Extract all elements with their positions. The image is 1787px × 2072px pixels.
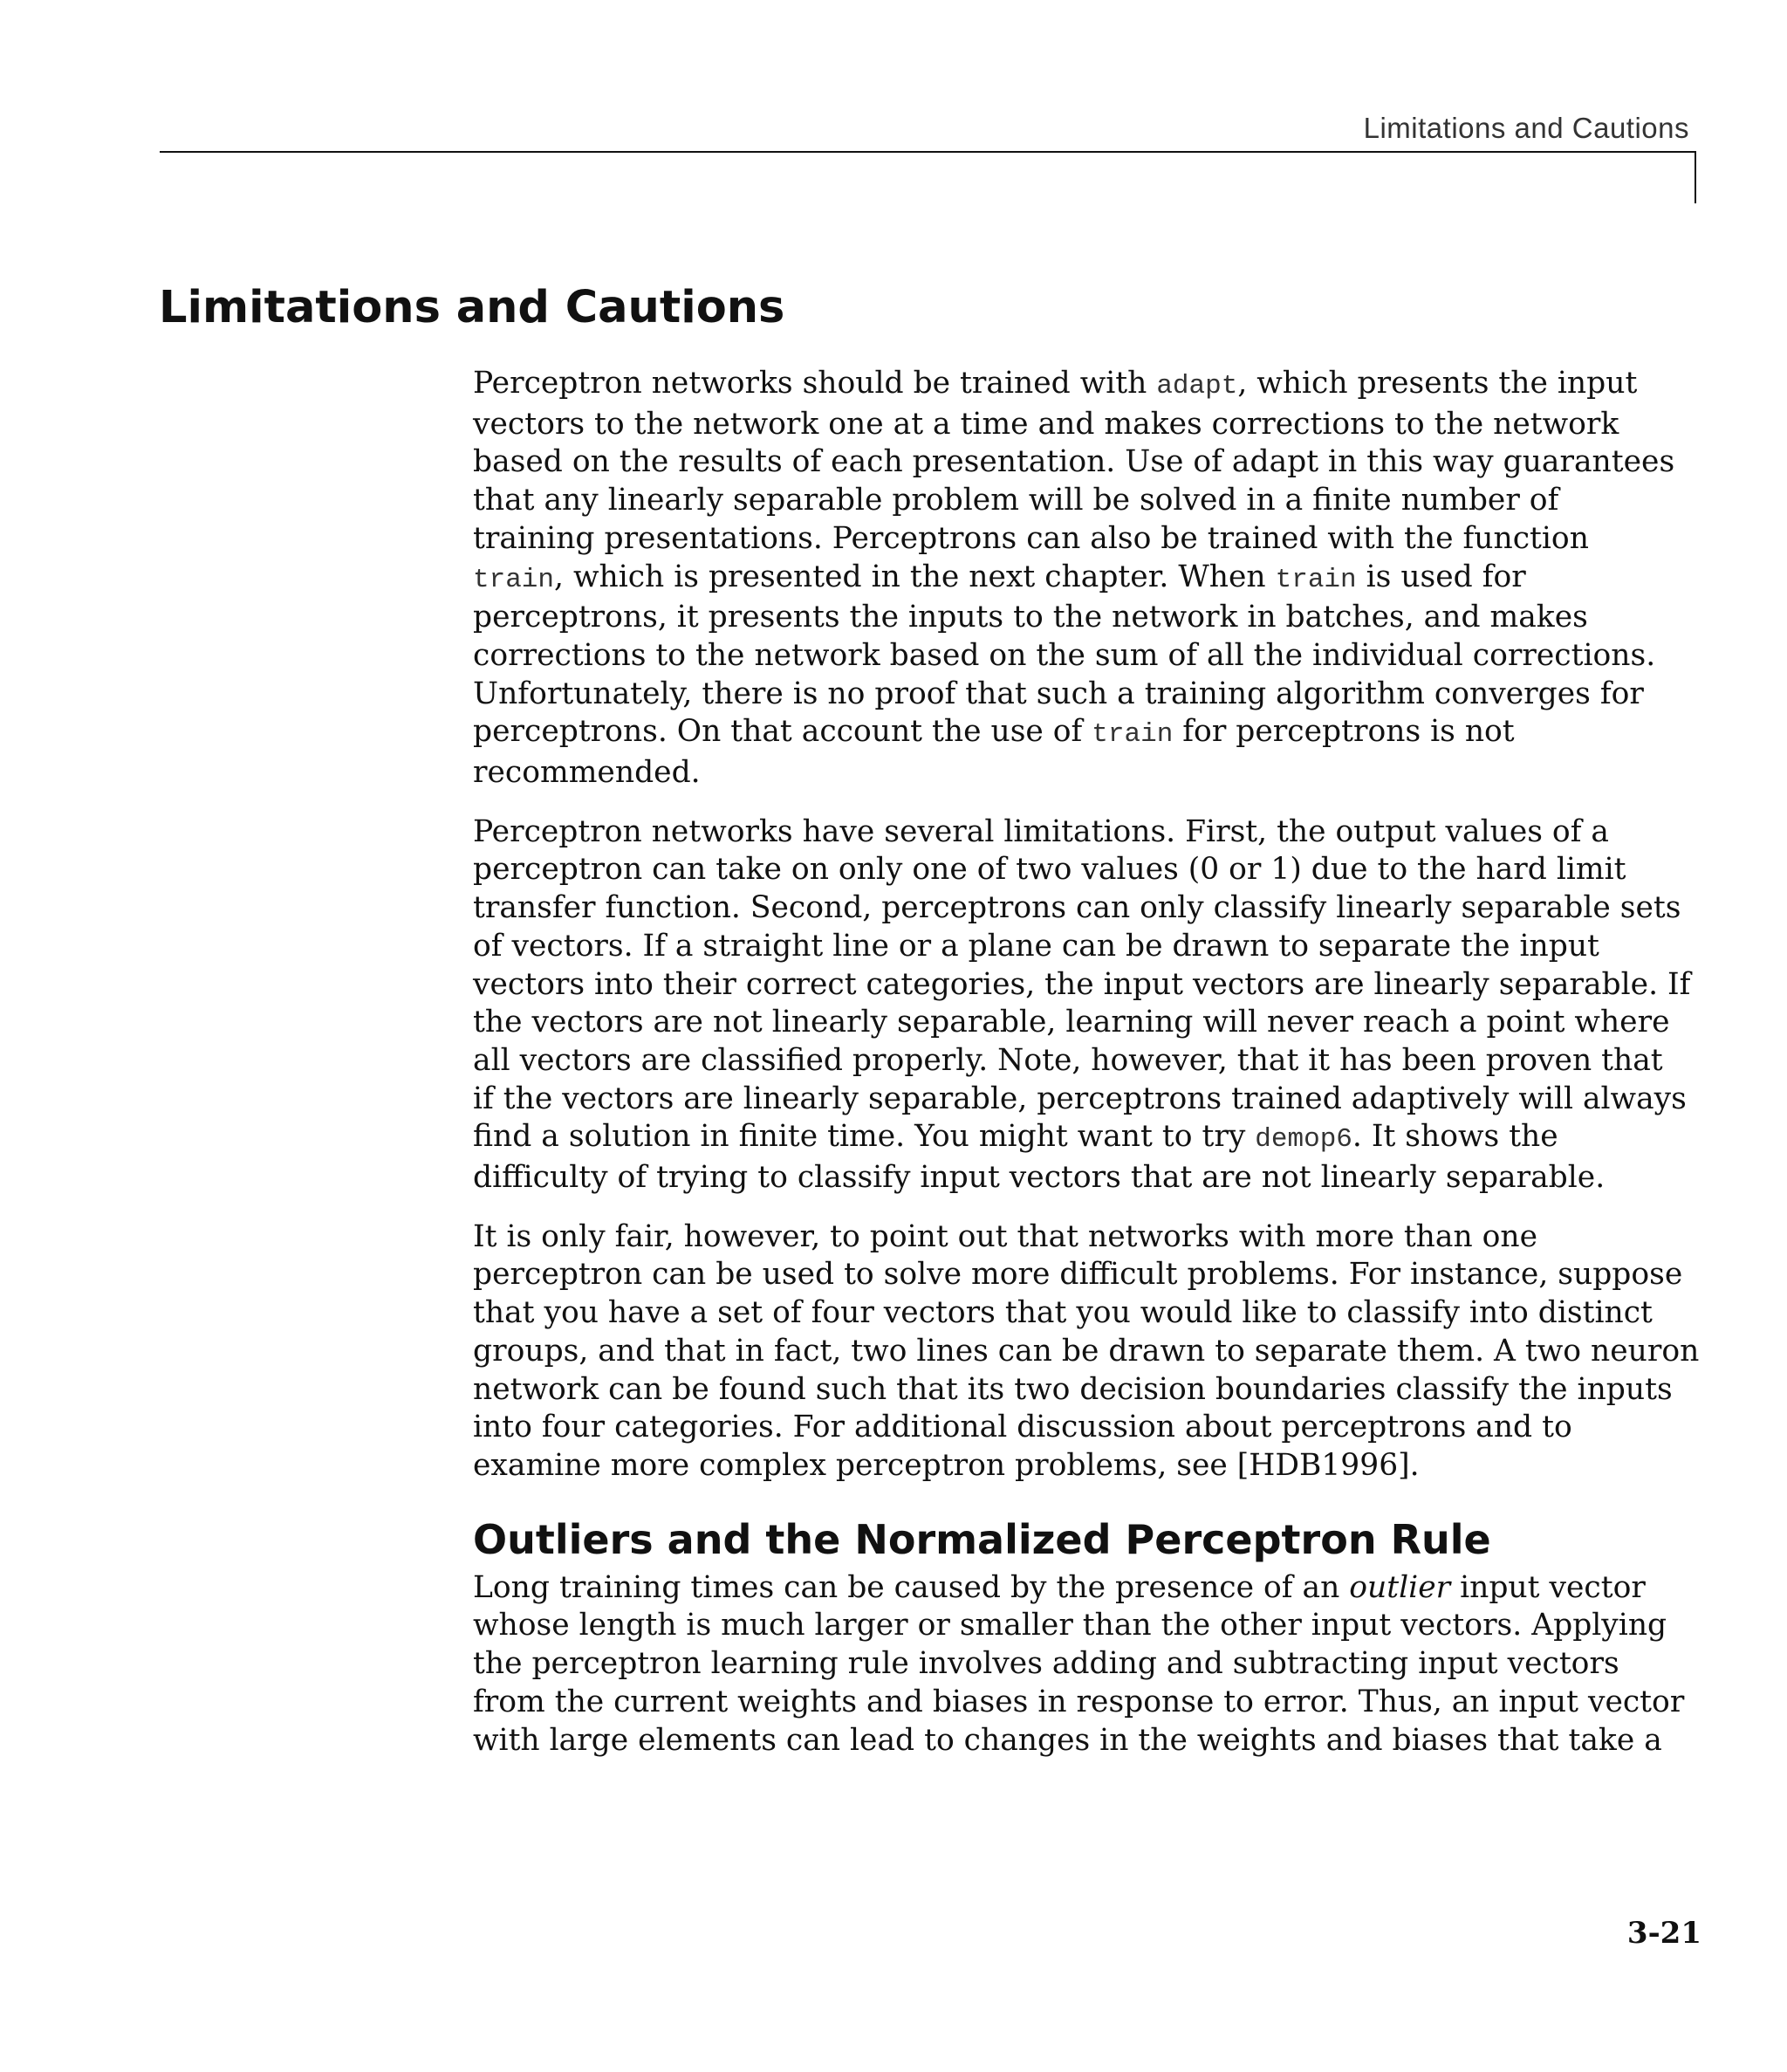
header-rule xyxy=(160,151,1696,153)
code-train: train xyxy=(1092,719,1174,751)
paragraph-outliers xyxy=(473,1569,1699,1760)
text-line: difficulty of trying to classify input vectors that are not linearly separable. xyxy=(473,1160,1606,1196)
text-line: Perceptron networks have several limitations. First, the output values of a xyxy=(473,813,1610,849)
text-line: whose length is much larger or smaller than the other input vectors. Applying xyxy=(473,1608,1667,1643)
paragraph-limitations xyxy=(473,813,1699,1197)
text-line: examine more complex perceptron problems, see [HDB1996]. xyxy=(473,1447,1420,1483)
text-run: for perceptrons is not xyxy=(1173,714,1515,750)
text-line: vectors to the network one at a time and makes corrections to the network xyxy=(473,406,1619,442)
text-line: into four categories. For additional discussion about perceptrons and to xyxy=(473,1410,1572,1445)
text-run: , which presents the input xyxy=(1237,366,1638,401)
text-line: perceptrons, it presents the inputs to the network in batches, and makes xyxy=(473,600,1588,635)
text-line xyxy=(473,1118,1699,1159)
text-line: the perceptron learning rule involves adding and subtracting input vectors xyxy=(473,1646,1619,1682)
text-line: that any linearly separable problem will be solved in a finite number of xyxy=(473,483,1559,518)
code-train: train xyxy=(473,564,555,595)
header-rule-tick xyxy=(1695,151,1696,203)
text-run: Perceptron networks should be trained with xyxy=(473,366,1157,401)
text-line: of vectors. If a straight line or a plane can be drawn to separate the input xyxy=(473,928,1599,964)
text-line: the vectors are not linearly separable, learning will never reach a point where xyxy=(473,1005,1670,1040)
text-line xyxy=(473,1569,1699,1608)
text-line: groups, and that in fact, two lines can be drawn to separate them. A two neuron xyxy=(473,1333,1700,1369)
running-header: Limitations and Cautions xyxy=(1363,112,1689,144)
text-line: if the vectors are linearly separable, perceptrons trained adaptively will always xyxy=(473,1081,1687,1116)
text-run: perceptrons. On that account the use of xyxy=(473,714,1092,750)
text-line: all vectors are classified properly. Note, however, that it has been proven that xyxy=(473,1042,1663,1078)
text-line xyxy=(473,365,1699,406)
text-line: vectors into their correct categories, the input vectors are linearly separable. If xyxy=(473,966,1691,1002)
paragraph-adapt-training xyxy=(473,365,1699,792)
emphasis-outlier: outlier xyxy=(1349,1569,1451,1605)
text-line: with large elements can lead to changes in the weights and biases that take a xyxy=(473,1722,1662,1758)
code-demop6: demop6 xyxy=(1255,1124,1352,1156)
text-line: Unfortunately, there is no proof that such a training algorithm converges for xyxy=(473,676,1644,711)
section-title: Limitations and Cautions xyxy=(159,282,785,333)
text-line: corrections to the network based on the sum of all the individual corrections. xyxy=(473,637,1656,673)
text-run: input vector xyxy=(1450,1569,1646,1605)
text-run: is used for xyxy=(1356,559,1526,594)
text-line: based on the results of each presentation. Use of adapt in this way guarantees xyxy=(473,444,1675,480)
text-line: perceptron can take on only one of two values (0 or 1) due to the hard limit xyxy=(473,852,1626,888)
text-line: perceptron can be used to solve more difficult problems. For instance, suppose xyxy=(473,1257,1683,1293)
text-line: transfer function. Second, perceptrons can only classify linearly separable sets xyxy=(473,890,1681,926)
text-line: network can be found such that its two decision boundaries classify the inputs xyxy=(473,1371,1673,1407)
text-run: , which is presented in the next chapter. When xyxy=(554,559,1276,594)
text-line: that you have a set of four vectors that you would like to classify into distinct xyxy=(473,1295,1653,1331)
code-adapt: adapt xyxy=(1156,371,1238,401)
text-run: . It shows the xyxy=(1352,1119,1558,1155)
text-run: Long training times can be caused by the presence of an xyxy=(473,1569,1350,1605)
text-line: training presentations. Perceptrons can also be trained with the function xyxy=(473,520,1589,556)
page-number: 3-21 xyxy=(1626,1916,1701,1951)
subsection-title: Outliers and the Normalized Perceptron Rule xyxy=(473,1515,1491,1563)
text-line: from the current weights and biases in response to error. Thus, an input vector xyxy=(473,1684,1685,1719)
text-line xyxy=(473,559,1699,600)
code-train: train xyxy=(1275,564,1357,595)
text-run: find a solution in finite time. You might want to try xyxy=(473,1119,1256,1155)
paragraph-multiple-perceptrons xyxy=(473,1218,1699,1485)
body-text xyxy=(473,365,1699,1780)
text-line xyxy=(473,713,1699,754)
text-line: recommended. xyxy=(473,755,701,791)
text-line: It is only fair, however, to point out that networks with more than one xyxy=(473,1218,1538,1254)
